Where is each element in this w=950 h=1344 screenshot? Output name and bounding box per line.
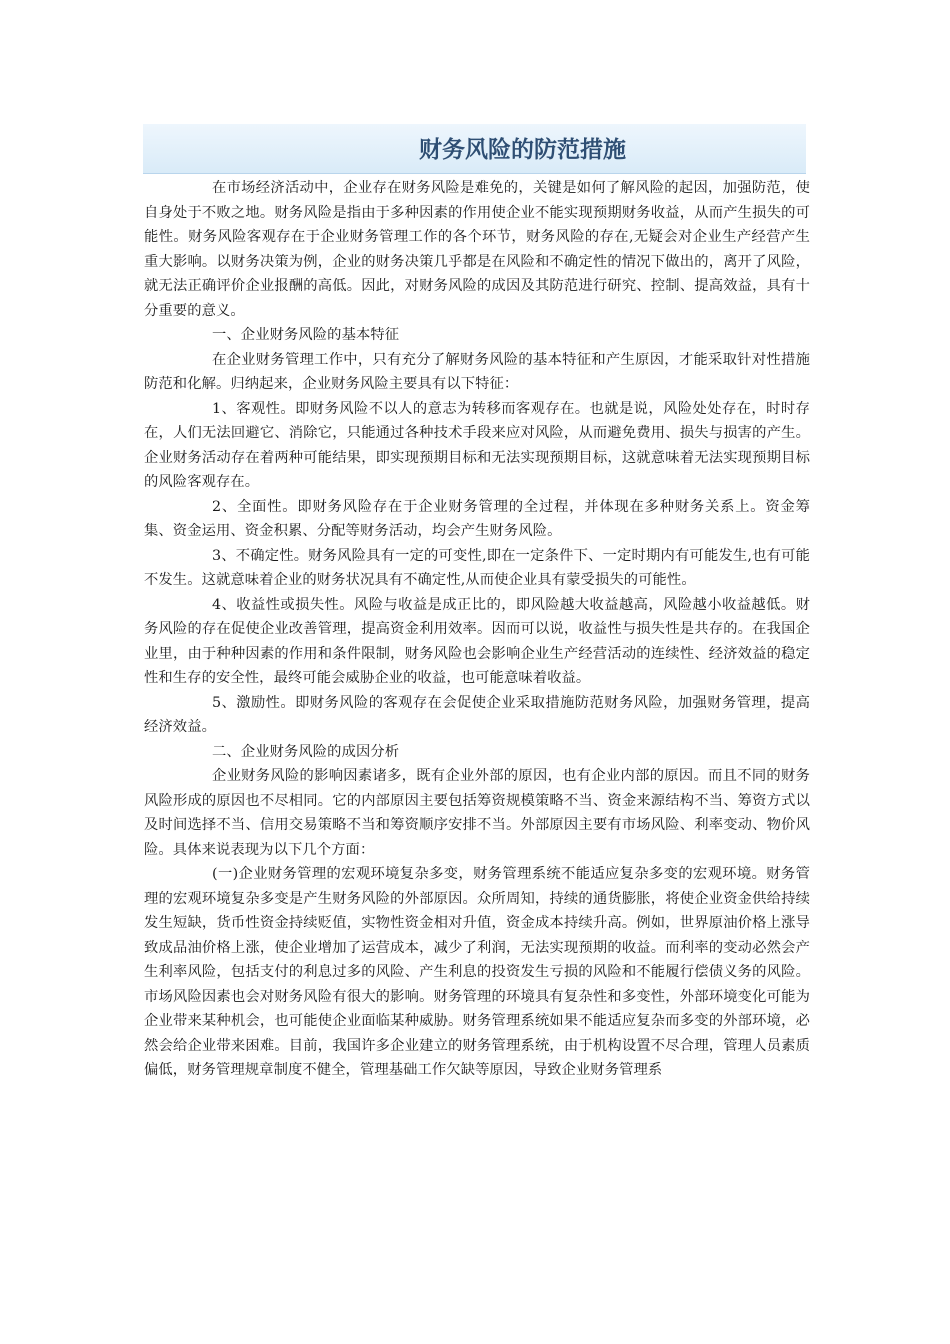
paragraph-causes-intro: 企业财务风险的影响因素诸多，既有企业外部的原因，也有企业内部的原因。而且不同的财务风险形成的原因也不尽相同。它的内部原因主要包括筹资规模策略不当、资金来源结构不当、筹资方式以及时间选择不当、信用交易策略不当和筹资顺序安排不当。外部原因主要有市场风险、利率变动、物价风险。具体来说表现为以下几个方面： [144,768,810,858]
section-heading-1: 一、企业财务风险的基本特征 [212,327,400,343]
title-banner [143,124,806,174]
paragraph-features-intro: 在企业财务管理工作中，只有充分了解财务风险的基本特征和产生原因，才能采取针对性措施防范和化解。归纳起来，企业财务风险主要具有以下特征： [144,351,810,392]
paragraph-objectivity: 1、客观性。即财务风险不以人的意志为转移而客观存在。也就是说，风险处处存在，时时存在，人们无法回避它、消除它，只能通过各种技术手段来应对风险，从而避免费用、损失与损害的产生。企业财务活动存在着两种可能结果，即实现预期目标和无法实现预期目标，这就意味着无法实现预期目标的风险客观存在。 [144,400,810,490]
paragraph-uncertainty: 3、不确定性。财务风险具有一定的可变性,即在一定条件下、一定时期内有可能发生,也有可能不发生。这就意味着企业的财务状况具有不确定性,从而使企业具有蒙受损失的可能性。 [144,547,810,588]
intro-paragraph: 在市场经济活动中，企业存在财务风险是难免的，关键是如何了解风险的起因，加强防范，使自身处于不败之地。财务风险是指由于多种因素的作用使企业不能实现预期财务收益，从而产生损失的可能性。财务风险客观存在于企业财务管理工作的各个环节，财务风险的存在,无疑会对企业生产经营产生重大影响。以财务决策为例，企业的财务决策几乎都是在风险和不确定性的情况下做出的，离开了风险，就无法正确评价企业报酬的高低。因此，对财务风险的成因及其防范进行研究、控制、提高效益，具有十分重要的意义。 [144,180,810,319]
paragraph-profitability: 4、收益性或损失性。风险与收益是成正比的，即风险越大收益越高，风险越小收益越低。财务风险的存在促使企业改善管理，提高资金利用效率。因而可以说，收益性与损失性是共存的。在我国企业里，由于种种因素的作用和条件限制，财务风险也会影响企业生产经营活动的连续性、经济效益的稳定性和生存的安全性，最终可能会威胁企业的收益，也可能意味着收益。 [144,596,810,686]
document-body [144,176,810,1083]
section-heading-2: 二、企业财务风险的成因分析 [212,743,400,760]
paragraph-macro-environment: (一)企业财务管理的宏观环境复杂多变，财务管理系统不能适应复杂多变的宏观环境。财务管理的宏观环境复杂多变是产生财务风险的外部原因。众所周知，持续的通货膨胀，将使企业资金供给持续发生短缺，货币性资金持续贬值，实物性资金相对升值，资金成本持续升高。例如，世界原油价格上涨导致成品油价格上涨，使企业增加了运营成本，减少了利润，无法实现预期的收益。而利率的变动必然会产生利率风险，包括支付的利息过多的风险、产生利息的投资发生亏损的风险和不能履行偿债义务的风险。市场风险因素也会对财务风险有很大的影响。财务管理的环境具有复杂性和多变性，外部环境变化可能为企业带来某种机会，也可能使企业面临某种威胁。财务管理系统如果不能适应复杂而多变的外部环境，必然会给企业带来困难。目前，我国许多企业建立的财务管理系统，由于机构设置不尽合理，管理人员素质偏低，财务管理规章制度不健全，管理基础工作欠缺等原因，导致企业财务管理系 [144,866,810,1078]
document-title: 财务风险的防范措施 [419,137,626,163]
paragraph-incentive: 5、激励性。即财务风险的客观存在会促使企业采取措施防范财务风险，加强财务管理，提高经济效益。 [144,694,810,735]
paragraph-comprehensiveness: 2、全面性。即财务风险存在于企业财务管理的全过程，并体现在多种财务关系上。资金筹集、资金运用、资金积累、分配等财务活动，均会产生财务风险。 [144,498,810,539]
